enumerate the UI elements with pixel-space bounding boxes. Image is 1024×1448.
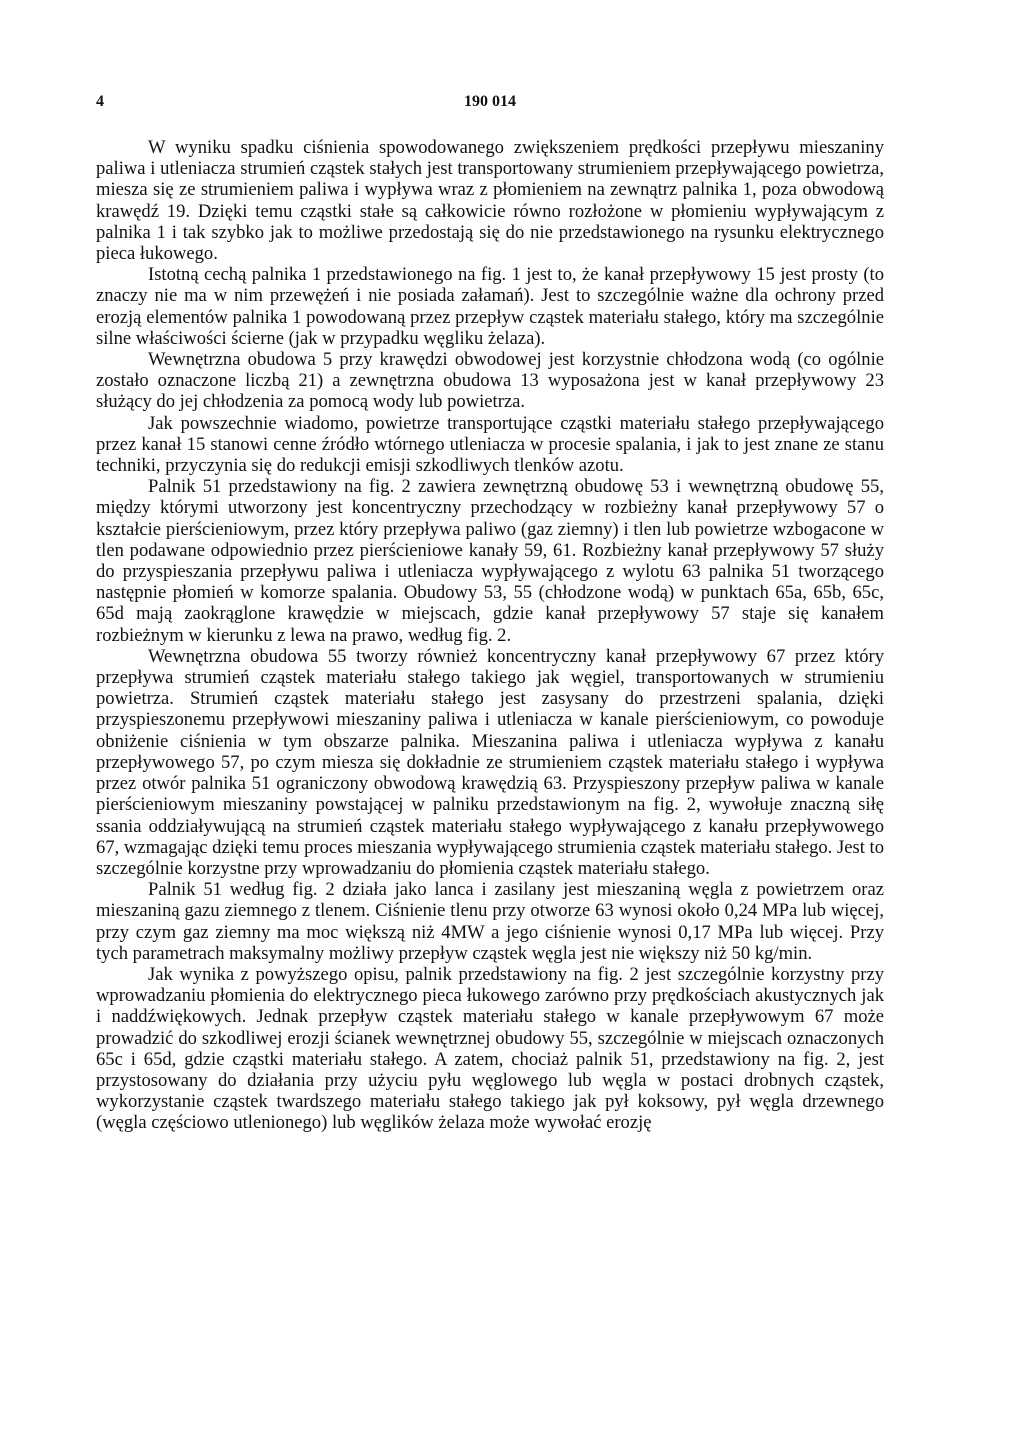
page-number: 4 bbox=[96, 93, 104, 110]
paragraph-7: Palnik 51 według fig. 2 działa jako lanca i zasilany jest mieszaniną węgla z powietrzem oraz mieszaniną gazu ziemnego z tlenem. Ciśnienie tlenu przy otworze 63 wynosi około 0,24 MPa lub więcej, przy czym gaz ziemny ma moc większą niż 4MW a jego ciśnienie wynosi 0,17 MPa lub więcej. Przy tych parametrach maksymalny możliwy przepływ cząstek węgla jest nie większy niż 50 kg/min. bbox=[96, 879, 884, 964]
document-body bbox=[96, 137, 884, 1134]
paragraph-6: Wewnętrzna obudowa 55 tworzy również koncentryczny kanał przepływowy 67 przez który przepływa strumień cząstek materiału stałego takiego jak węgiel, transportowanych w strumieniu powietrza. Strumień cząstek materiału stałego jest zasysany do przestrzeni spalania, dzięki przyspieszonemu przepływowi mieszaniny paliwa i utleniacza w kanale pierścieniowym, co powoduje obniżenie ciśnienia w tym obszarze palnika. Mieszanina paliwa i utleniacza wypływa z kanału przepływowego 57, po czym miesza się dokładnie ze strumieniem cząstek materiału stałego i wypływa przez otwór palnika 51 ograniczony obwodową krawędzią 63. Przyspieszony przepływ paliwa w kanale pierścieniowym mieszaniny powstającej w palniku przedstawionym na fig. 2, wywołuje znaczną siłę ssania oddziaływującą na strumień cząstek materiału stałego wypływającego z kanału przepływowego 67, wzmagając dzięki temu proces mieszania wypływającego strumienia cząstek materiału stałego. Jest to szczególnie korzystne przy wprowadzaniu do płomienia cząstek materiału stałego. bbox=[96, 645, 884, 879]
page-header bbox=[96, 93, 884, 117]
paragraph-5: Palnik 51 przedstawiony na fig. 2 zawiera zewnętrzną obudowę 53 i wewnętrzną obudowę 55, między którymi utworzony jest koncentryczny przechodzący w rozbieżny kanał przepływowy 57 o kształcie pierścieniowym, przez który przepływa paliwo (gaz ziemny) i tlen lub powietrze wzbogacone w tlen podawane odpowiednio przez pierścieniowe kanały 59, 61. Rozbieżny kanał przepływowy 57 służy do przyspieszania przepływu paliwa i utleniacza wypływającego z wylotu 63 palnika 51 tworzącego następnie płomień w komorze spalania. Obudowy 53, 55 (chłodzone wodą) w punktach 65a, 65b, 65c, 65d mają zaokrąglone krawędzie w miejscach, gdzie kanał przepływowy 57 staje się kanałem rozbieżnym w kierunku z lewa na prawo, według fig. 2. bbox=[96, 476, 884, 646]
paragraph-1: W wyniku spadku ciśnienia spowodowanego zwiększeniem prędkości przepływu mieszaniny paliwa i utleniacza strumień cząstek stałych jest transportowany strumieniem przepływającego powietrza, miesza się ze strumieniem paliwa i wypływa wraz z płomieniem na zewnątrz palnika 1, poza obwodową krawędź 19. Dzięki temu cząstki stałe są całkowicie równo rozłożone w płomieniu wypływającym z palnika 1 i tak szybko jak to możliwe przedostają się do nie przedstawionego na rysunku elektrycznego pieca łukowego. bbox=[96, 137, 884, 265]
document-number: 190 014 bbox=[464, 93, 516, 110]
paragraph-4: Jak powszechnie wiadomo, powietrze transportujące cząstki materiału stałego przepływającego przez kanał 15 stanowi cenne źródło wtórnego utleniacza w procesie spalania, i jak to jest znane ze stanu techniki, przyczynia się do redukcji emisji szkodliwych tlenków azotu. bbox=[96, 412, 884, 477]
paragraph-3: Wewnętrzna obudowa 5 przy krawędzi obwodowej jest korzystnie chłodzona wodą (co ogólnie zostało oznaczone liczbą 21) a zewnętrzna obudowa 13 wyposażona jest w kanał przepływowy 23 służący do jej chłodzenia za pomocą wody lub powietrza. bbox=[96, 349, 884, 413]
paragraph-8: Jak wynika z powyższego opisu, palnik przedstawiony na fig. 2 jest szczególnie korzystny przy wprowadzaniu płomienia do elektrycznego pieca łukowego zarówno przy prędkościach akustycznych jak i naddźwiękowych. Jednak przepływ cząstek materiału stałego w kanale przepływowym 67 może prowadzić do szkodliwej erozji ścianek wewnętrznej obudowy 55, szczególnie w miejscach oznaczonych 65c i 65d, gdzie cząstki materiału stałego. A zatem, chociaż palnik 51, przedstawiony na fig. 2, jest przystosowany do działania przy użyciu pyłu węglowego lub węgla w postaci drobnych cząstek, wykorzystanie cząstek twardszego materiału stałego takiego jak pył koksowy, pył węgla drzewnego (węgla częściowo utlenionego) lub węglików żelaza może wywołać erozję bbox=[96, 963, 884, 1134]
paragraph-2: Istotną cechą palnika 1 przedstawionego na fig. 1 jest to, że kanał przepływowy 15 jest prosty (to znaczy nie ma w nim przewężeń i nie posiada załamań). Jest to szczególnie ważne dla ochrony przed erozją elementów palnika 1 powodowaną przez przepływ cząstek materiału stałego, który ma szczególnie silne właściwości ścierne (jak w przypadku węgliku żelaza). bbox=[96, 264, 884, 349]
